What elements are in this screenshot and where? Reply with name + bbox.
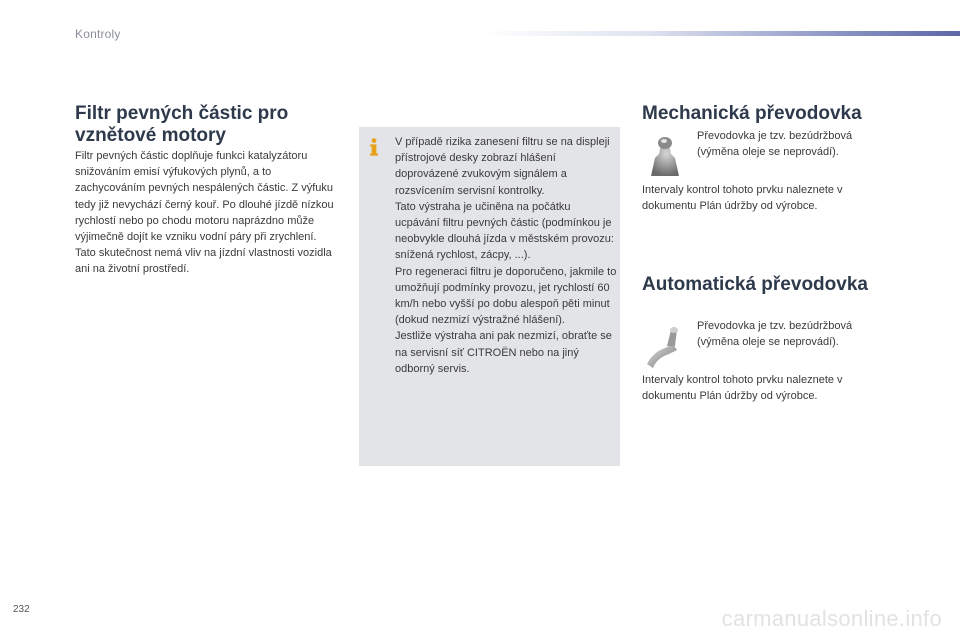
manual-gearbox-title: Mechanická převodovka	[642, 103, 862, 124]
watermark: carmanualsonline.info	[721, 606, 942, 631]
info-text: V případě rizika zanesení filtru se na displeji přístrojové desky zobrazí hlášení doprovázené zvukovým signálem a rozsvícením servisní kontrolky. Tato výstraha je učiněna na počátku ucpávání filtru pevných částic (podmínkou je neobvykle dlouhá jízda v městském provozu: snížená rychlost, zácpy, ...). Pro regeneraci filtru je doporučeno, jakmile to umožňují podmínky provozu, jet rychlostí 60 km/h nebo vyšší po dobu alespoň pěti minut (dokud nezmizí výstražné hlášení). Jestliže výstraha ani pak nezmizí, obraťte se na servisní síť CITROËN nebo na jiný odborný servis.	[395, 136, 617, 375]
automatic-gearbox-note: Převodovka je tzv. bezúdržbová (výměna oleje se neprovádí).	[697, 320, 853, 349]
dpf-title-line1: Filtr pevných částic pro	[75, 103, 289, 124]
manual-gear-lever-icon	[645, 134, 685, 180]
manual-gearbox-note: Převodovka je tzv. bezúdržbová (výměna oleje se neprovádí).	[697, 130, 853, 159]
manual-gearbox-paragraph: Intervaly kontrol tohoto prvku naleznete v dokumentu Plán údržby od výrobce.	[642, 184, 843, 213]
page-number: 232	[13, 604, 30, 615]
header-accent-bar	[480, 31, 960, 36]
dpf-title-line2: vznětové motory	[75, 125, 226, 146]
automatic-gearbox-paragraph: Intervaly kontrol tohoto prvku naleznete v dokumentu Plán údržby od výrobce.	[642, 374, 843, 403]
dpf-title	[75, 103, 335, 147]
dpf-paragraph: Filtr pevných částic doplňuje funkci katalyzátoru snižováním emisí výfukových plynů, a to zachycováním pevných nespálených částic. Z výfuku tedy již nevychází černý kouř. Po dlouhé jízdě nízkou rychlostí nebo po chodu motoru naprázdno může výjimečně dojít ke vzniku vodní páry při zrychlení. Tato skutečnost nemá vliv na jízdní vlastnosti vozidla ani na životní prostředí.	[75, 150, 334, 276]
automatic-gearbox-title: Automatická převodovka	[642, 274, 868, 295]
section-label: Kontroly	[75, 27, 121, 41]
info-icon	[367, 138, 381, 156]
automatic-gear-lever-icon	[643, 324, 683, 370]
